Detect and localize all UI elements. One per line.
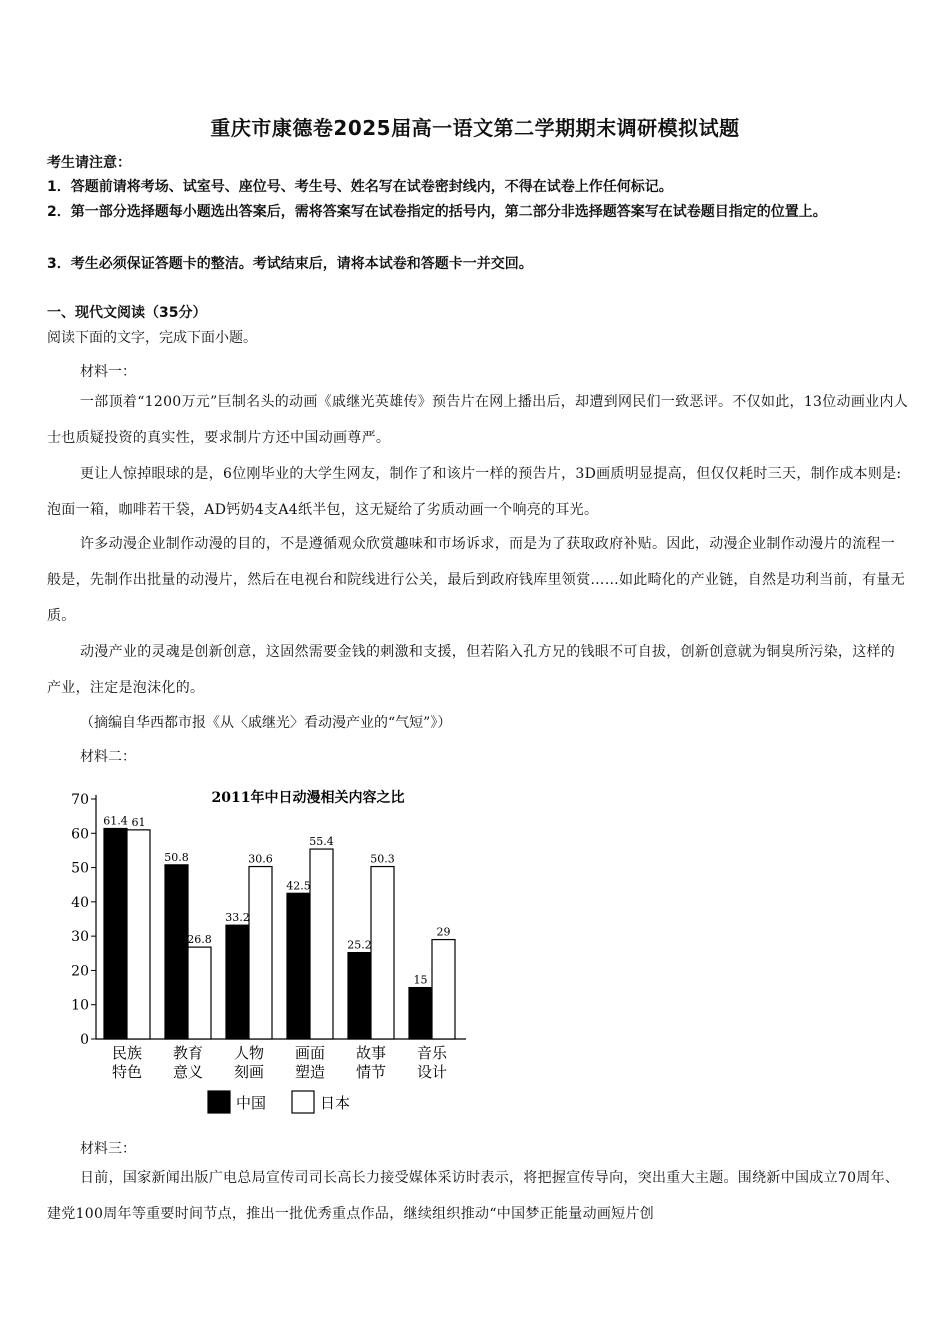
category-label: 音乐 (416, 1044, 448, 1062)
notice-heading: 考生请注意： (47, 155, 131, 171)
category-label: 情节 (355, 1063, 387, 1081)
category-label: 人物 (233, 1044, 265, 1062)
material1-paragraph-1: 一部顶着“1200万元”巨制名头的动画《戚继光英雄传》预告片在网上播出后，却遭到网民们一致恶评。不仅如此，13位动画业内人士也质疑投资的真实性，要求制片方还中国动画尊严。 (47, 394, 909, 446)
reading-instruction: 阅读下面的文字，完成下面小题。 (47, 330, 257, 346)
y-tick-label: 0 (80, 1032, 89, 1048)
bar-china (348, 953, 371, 1039)
material1-paragraph-3: 许多动漫企业制作动漫的目的，不是遵循观众欣赏趣味和市场诉求，而是为了获取政府补贴。因此，动漫企业制作动漫片的流程一般是，先制作出批量的动漫片，然后在电视台和院线进行公关，最后到政府钱库里领赏……如此畸化的产业链，自然是功利当前，有量无质。 (47, 536, 905, 624)
bar-japan (310, 849, 333, 1039)
material1-paragraph-2: 更让人惊掉眼球的是，6位刚毕业的大学生网友，制作了和该片一样的预告片，3D画质明显提高，但仅仅耗时三天，制作成本则是:泡面一箱，咖啡若干袋，AD钙奶4支A4纸半包，这无疑给了劣质动画一个响亮的耳光。 (47, 466, 902, 518)
category-label: 画面 (294, 1044, 326, 1062)
legend-label: 日本 (320, 1094, 351, 1112)
category-label: 设计 (416, 1063, 448, 1081)
data-label: 33.2 (225, 911, 250, 925)
category-label: 故事 (355, 1044, 387, 1062)
bar-japan (127, 830, 150, 1039)
material1-label: 材料一： (80, 364, 136, 380)
data-label: 15 (413, 973, 428, 987)
bar-japan (371, 867, 394, 1039)
material3-paragraph: 日前，国家新闻出版广电总局宣传司司长高长力接受媒体采访时表示，将把握宣传导向，突出重大主题。围绕新中国成立70周年、建党100周年等重要时间节点，推出一批优秀重点作品，继续组织推动“中国梦正能量动画短片创 (47, 1170, 900, 1222)
data-label: 61.4 (103, 814, 128, 828)
data-label: 50.3 (370, 852, 395, 866)
y-tick-label: 30 (71, 929, 89, 946)
bar-japan (249, 867, 272, 1039)
data-label: 26.8 (187, 933, 212, 947)
category-label: 塑造 (294, 1063, 326, 1081)
section-heading: 一、现代文阅读（35分） (47, 305, 207, 321)
material3-label: 材料三： (80, 1141, 136, 1157)
page-title: 重庆市康德卷2025届高一语文第二学期期末调研模拟试题 (210, 116, 740, 140)
y-tick-label: 60 (71, 826, 89, 843)
bar-china (409, 988, 432, 1039)
legend-label: 中国 (236, 1094, 267, 1112)
category-label: 民族 (111, 1044, 143, 1062)
legend-swatch (208, 1091, 230, 1113)
chart-title: 2011年中日动漫相关内容之比 (211, 790, 405, 806)
category-label: 意义 (172, 1063, 204, 1081)
bar-china (226, 925, 249, 1039)
legend-swatch (292, 1091, 314, 1113)
notice-item-1: 1．答题前请将考场、试室号、座位号、考生号、姓名写在试卷密封线内，不得在试卷上作任何标记。 (47, 179, 673, 195)
material1-paragraph-4: 动漫产业的灵魂是创新创意，这固然需要金钱的刺激和支援，但若陷入孔方兄的钱眼不可自拔，创新创意就为铜臭所污染，这样的产业，注定是泡沫化的。 (47, 644, 896, 696)
y-tick-label: 20 (71, 963, 89, 980)
data-label: 55.4 (309, 835, 334, 849)
category-label: 教育 (172, 1044, 204, 1062)
material2-label: 材料二： (80, 749, 136, 765)
y-tick-label: 50 (71, 860, 89, 877)
data-label: 50.8 (164, 850, 189, 864)
material1-source: （摘编自华西都市报《从〈戚继光〉看动漫产业的“气短”》） (80, 715, 452, 731)
bar-china (287, 893, 310, 1039)
notice-item-2: 2．第一部分选择题每小题选出答案后，需将答案写在试卷指定的括号内，第二部分非选择题答案写在试卷题目指定的位置上。 (47, 204, 827, 220)
bar-china (165, 865, 188, 1039)
y-tick-label: 10 (71, 997, 89, 1014)
data-label: 29 (436, 925, 451, 939)
y-tick-label: 40 (71, 894, 89, 911)
notice-item-3: 3．考生必须保证答题卡的整洁。考试结束后，请将本试卷和答题卡一并交回。 (47, 256, 533, 272)
category-label: 刻画 (233, 1063, 265, 1081)
data-label: 42.5 (286, 879, 311, 893)
data-label: 61 (131, 815, 146, 829)
data-label: 30.6 (248, 852, 273, 866)
category-label: 特色 (111, 1063, 143, 1081)
bar-japan (432, 940, 455, 1039)
y-tick-label: 70 (71, 792, 89, 808)
bar-china (104, 828, 127, 1039)
data-label: 25.2 (347, 938, 372, 952)
bar-chart (58, 782, 478, 1122)
bar-japan (188, 947, 211, 1039)
